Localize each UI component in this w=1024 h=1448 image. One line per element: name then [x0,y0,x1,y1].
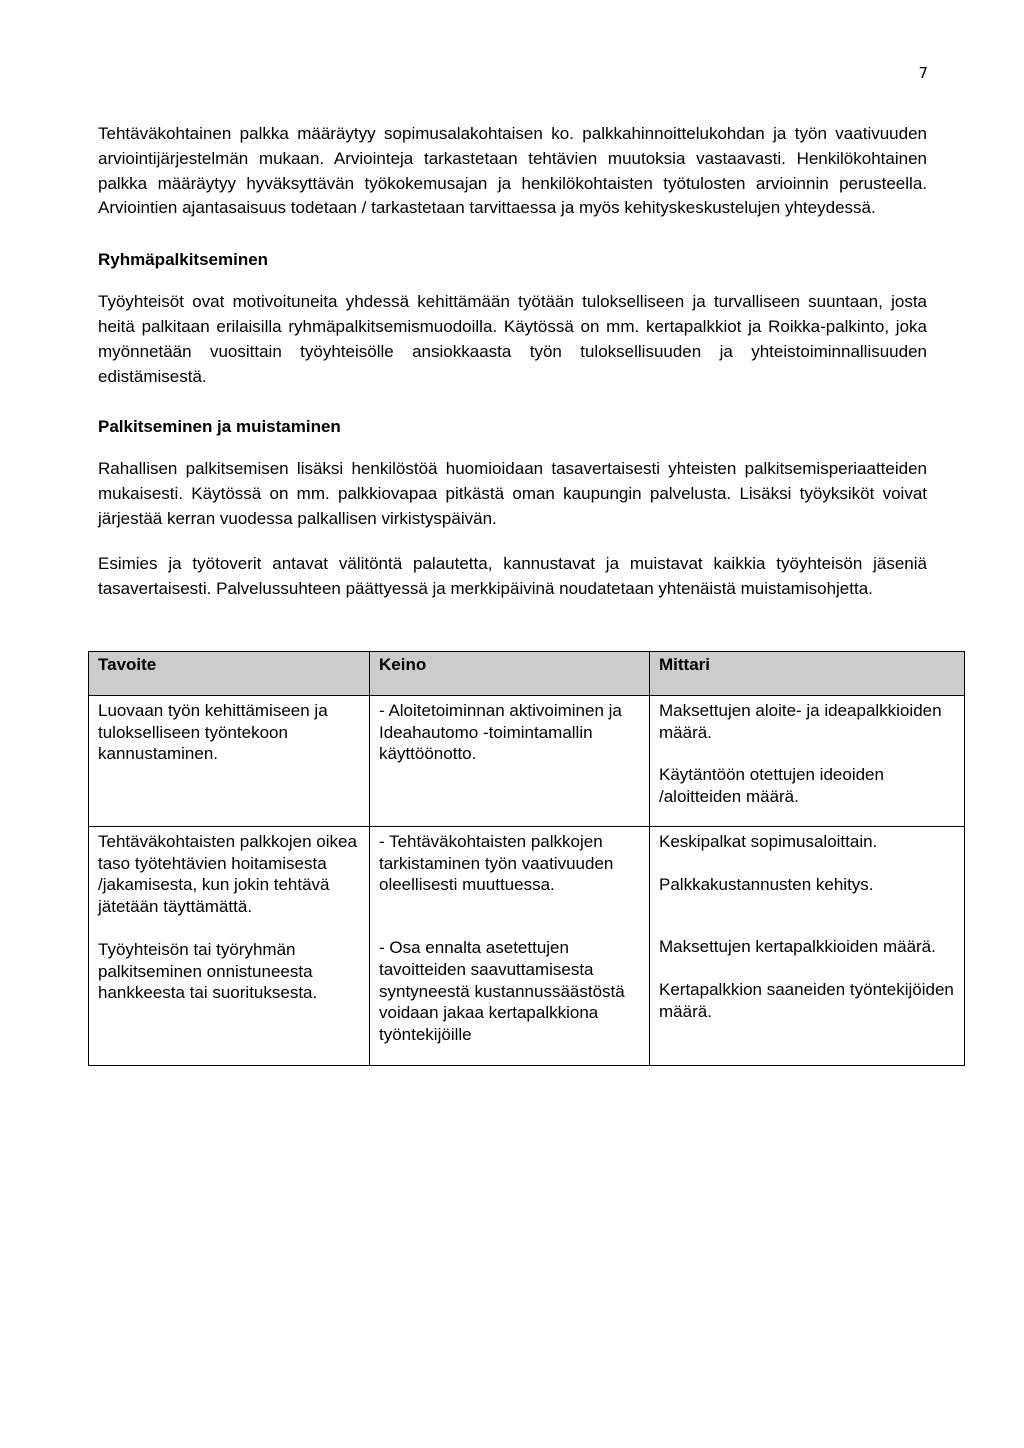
page-number: 7 [918,64,928,82]
heading-rewards-and-remembrance: Palkitseminen ja muistaminen [98,417,341,437]
cell-mittari [650,827,965,1066]
cell-text: - Tehtäväkohtaisten palkkojen tarkistaminen työn vaativuuden oleellisesti muuttuessa. [379,832,614,895]
cell-text: - Aloitetoiminnan aktivoiminen ja Ideahautomo -toimintamallin käyttöönotto. [379,701,622,764]
cell-text: Luovaan työn kehittämiseen ja tulokselliseen työntekoon kannustaminen. [98,701,328,764]
cell-mittari [650,696,965,827]
cell-text: - Osa ennalta asetettujen tavoitteiden saavuttamisesta syntyneestä kustannussäästöstä voidaan jakaa kertapalkkiona työntekijöille [379,938,625,1044]
cell-tavoite [89,827,370,1066]
cell-text: Keskipalkat sopimusaloittain. [659,832,878,851]
cell-keino [370,827,650,1066]
header-keino: Keino [370,652,650,696]
cell-text: Työyhteisön tai työryhmän palkitseminen onnistuneesta hankkeesta tai suorituksesta. [98,939,318,1003]
goals-table [88,651,965,1066]
cell-text: Maksettujen aloite- ja ideapalkkioiden määrä. [659,701,942,742]
table-header-row [89,652,965,696]
header-mittari: Mittari [650,652,965,696]
header-tavoite: Tavoite [89,652,370,696]
paragraph-rewards: Rahallisen palkitsemisen lisäksi henkilöstöä huomioidaan tasavertaisesti yhteisten palkitsemisperiaatteiden mukaisesti. Käytössä on mm. palkkiovapaa pitkästä oman kaupungin palvelusta. Lisäksi työyksiköt voivat järjestää kerran vuodessa palkallisen virkistyspäivän. [98,459,927,528]
paragraph-feedback: Esimies ja työtoverit antavat välitöntä palautetta, kannustavat ja muistavat kaikkia työyhteisön jäseniä tasavertaisesti. Palvelussuhteen päättyessä ja merkkipäivinä noudatetaan yhtenäistä muistamisohjetta. [98,553,927,598]
cell-text: Käytäntöön otettujen ideoiden /aloitteiden määrä. [659,765,884,807]
paragraph-salary: Tehtäväkohtainen palkka määräytyy sopimusalakohtaisen ko. palkkahinnoittelukohdan ja työn vaativuuden arviointijärjestelmän mukaan. Arviointeja tarkastetaan tehtävien muutoksia vastaavasti. Henkilökohtainen palkka määräytyy hyväksyttävän työkokemusajan ja henkilökohtaisten työtulosten arvioinnin perusteella. Arviointien ajantasaisuus todetaan / tarkastetaan tarvittaessa ja myös kehityskeskustelujen yhteydessä. [98,124,927,218]
document-body [98,122,927,601]
cell-tavoite [89,696,370,827]
cell-text: Palkkakustannusten kehitys. [659,874,874,894]
cell-text: Maksettujen kertapalkkioiden määrä. [659,937,936,957]
cell-keino [370,696,650,827]
heading-group-rewards: Ryhmäpalkitseminen [98,250,269,270]
paragraph-group-rewards: Työyhteisöt ovat motivoituneita yhdessä kehittämään työtään tulokselliseen ja turvalliseen suuntaan, josta heitä palkitaan erilaisilla ryhmäpalkitsemismuodoilla. Käytössä on mm. kertapalkkiot ja Roikka-palkinto, joka myönnetään vuosittain työyhteisölle ansiokkaasta työn tuloksellisuuden ja yhteistoiminnallisuuden edistämisestä. [98,292,927,386]
table-row [89,696,965,827]
cell-text: Kertapalkkion saaneiden työntekijöiden määrä. [659,980,954,1021]
table-row [89,827,965,1066]
cell-text: Tehtäväkohtaisten palkkojen oikea taso työtehtävien hoitamisesta /jakamisesta, kun jokin tehtävä jätetään täyttämättä. [98,832,357,917]
